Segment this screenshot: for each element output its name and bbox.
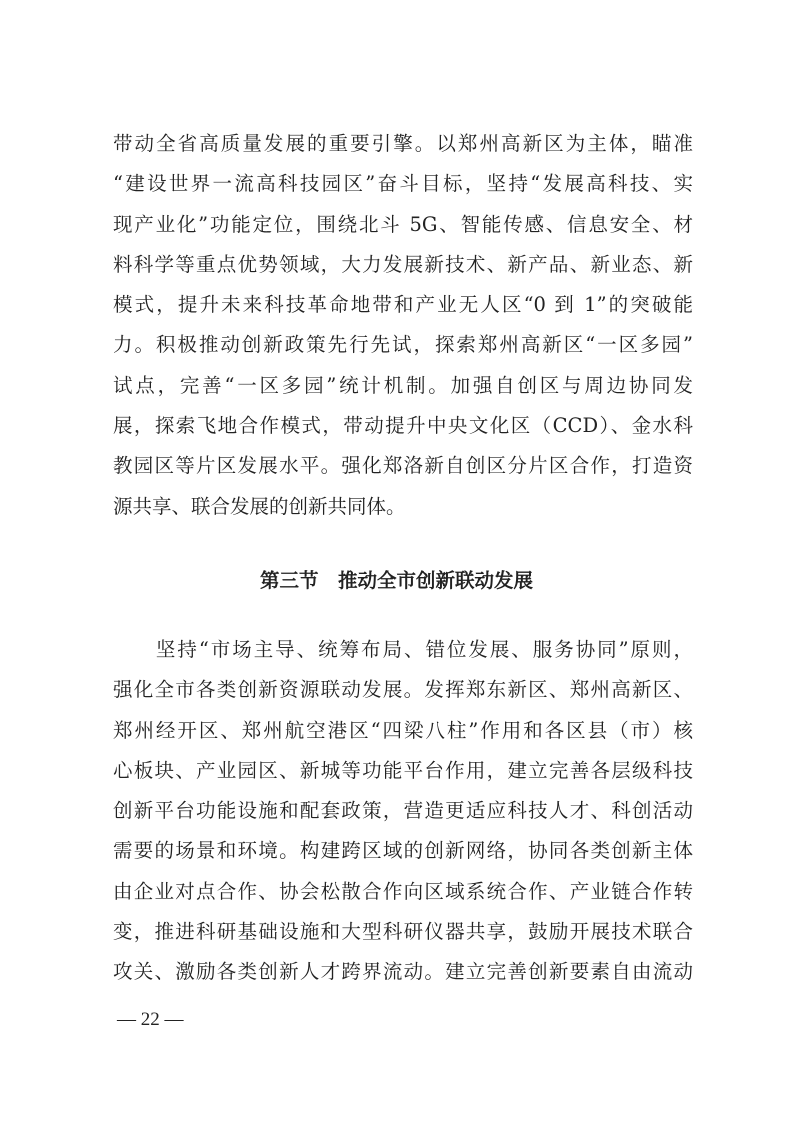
paragraph-line: 源共享、联合发展的创新共同体。	[113, 494, 406, 518]
paragraph-line: 创新平台功能设施和配套政策，营造更适应科技人才、科创活动	[113, 799, 693, 823]
paragraph-line: 心板块、产业园区、新城等功能平台作用，建立完善各层级科技	[113, 758, 693, 782]
paragraph-line: 现产业化”功能定位，围绕北斗 5G、智能传感、信息安全、材	[113, 212, 693, 236]
paragraph-line: 由企业对点合作、协会松散合作向区域系统合作、产业链合作转	[113, 879, 693, 903]
body-paragraph-1	[113, 124, 693, 527]
paragraph-line: 需要的场景和环境。构建跨区域的创新网络，协同各类创新主体	[113, 839, 693, 863]
paragraph-line: 变，推进科研基础设施和大型科研仪器共享，鼓励开展技术联合	[113, 920, 693, 944]
paragraph-line: 攻关、激励各类创新人才跨界流动。建立完善创新要素自由流动	[113, 960, 693, 984]
section-heading: 第三节 推动全市创新联动发展	[259, 569, 533, 592]
paragraph-line: 力。积极推动创新政策先行先试，探索郑州高新区“一区多园”	[113, 333, 693, 357]
paragraph-line: “建设世界一流高科技园区”奋斗目标，坚持“发展高科技、实	[113, 172, 693, 196]
paragraph-line: 教园区等片区发展水平。强化郑洛新自创区分片区合作，打造资	[113, 454, 693, 478]
paragraph-line: 郑州经开区、郑州航空港区“四梁八柱”作用和各区县（市）核	[113, 718, 693, 742]
paragraph-line: 料科学等重点优势领域，大力发展新技术、新产品、新业态、新	[113, 252, 693, 276]
paragraph-line: 试点，完善“一区多园”统计机制。加强自创区与周边协同发	[113, 373, 693, 397]
paragraph-line: 带动全省高质量发展的重要引擎。以郑州高新区为主体，瞄准	[113, 132, 693, 155]
page-number: — 22 —	[117, 1009, 184, 1030]
paragraph-line: 模式，提升未来科技革命地带和产业无人区“0 到 1”的突破能	[113, 293, 693, 317]
paragraph-line: 强化全市各类创新资源联动发展。发挥郑东新区、郑州高新区、	[113, 678, 693, 702]
body-paragraph-2	[113, 630, 693, 993]
paragraph-line: 坚持“市场主导、统筹布局、错位发展、服务协同”原则，	[113, 638, 693, 661]
paragraph-line: 展，探索飞地合作模式，带动提升中央文化区（CCD）、金水科	[113, 414, 693, 438]
